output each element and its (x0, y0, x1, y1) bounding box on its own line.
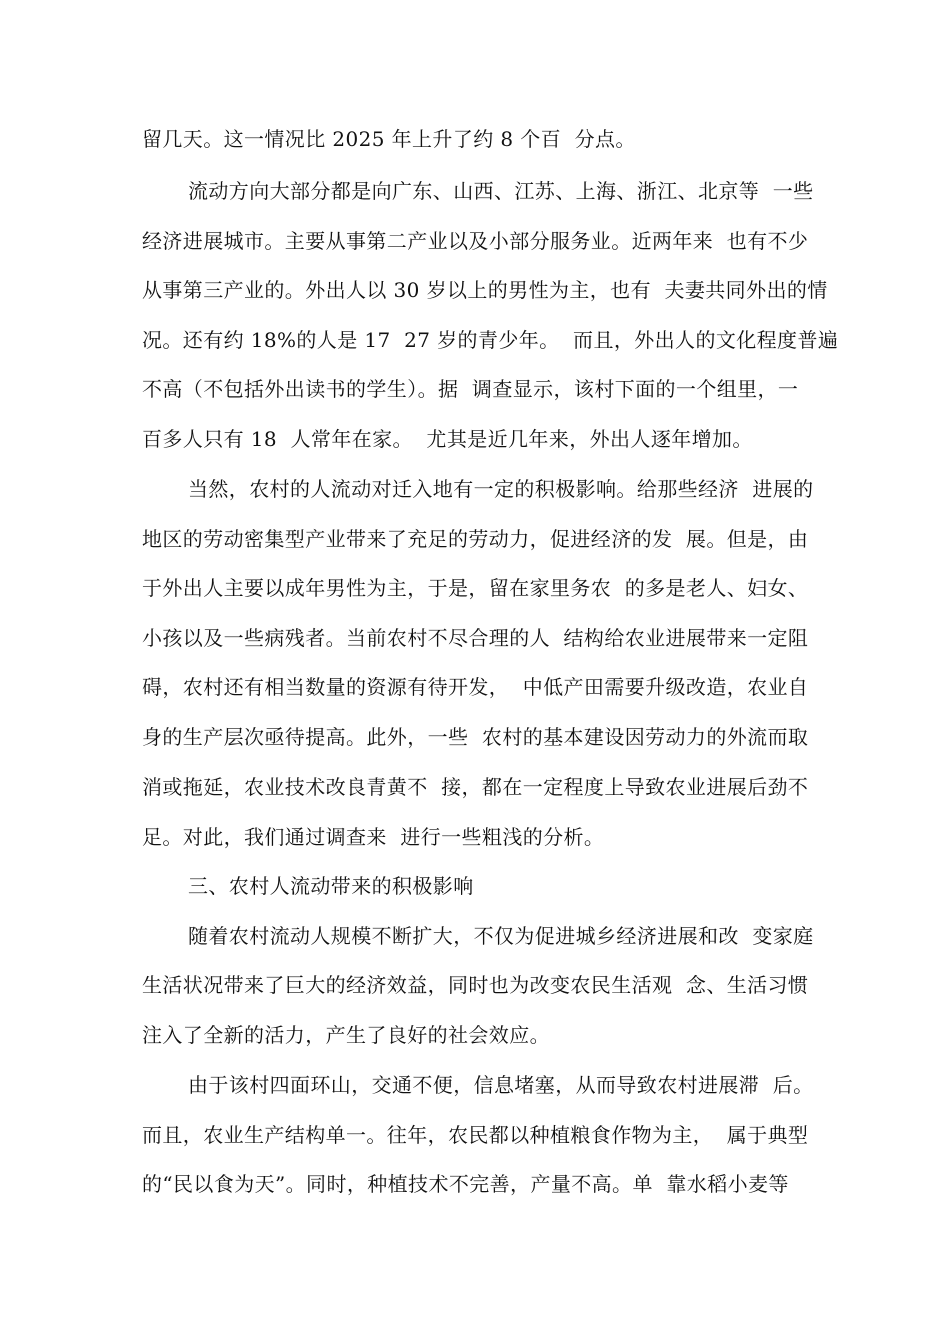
text-line: 不高（不包括外出读书的学生）。据 调查显示，该村下面的一个组里，一 (142, 377, 799, 401)
text-line: 消或拖延，农业技术改良青黄不 接，都在一定程度上导致农业进展后劲不 (142, 775, 809, 799)
text-line: 的“民以食为天”。同时，种植技术不完善，产量不高。单 靠水稻小麦等 (142, 1172, 789, 1196)
text-line: 留几天。这一情况比 2025 年上升了约 8 个百 分点。 (142, 127, 636, 151)
paragraph-first-line: 随着农村流动人规模不断扩大，不仅为促进城乡经济进展和改 变家庭 (188, 924, 814, 948)
text-line: 碍，农村还有相当数量的资源有待开发， 中低产田需要升级改造，农业自 (142, 675, 809, 699)
text-line: 经济进展城市。主要从事第二产业以及小部分服务业。近两年来 也有不少 (142, 229, 809, 253)
section-heading: 三、农村人流动带来的积极影响 (188, 874, 474, 898)
text-line: 注入了全新的活力，产生了良好的社会效应。 (142, 1023, 550, 1047)
text-line: 小孩以及一些病残者。当前农村不尽合理的人 结构给农业进展带来一定阻 (142, 626, 809, 650)
paragraph-first-line: 流动方向大部分都是向广东、山西、江苏、上海、浙江、北京等 一些 (188, 179, 814, 203)
text-line: 而且，农业生产结构单一。往年，农民都以种植粮食作物为主， 属于典型 (142, 1123, 809, 1147)
text-line: 从事第三产业的。外出人以 30 岁以上的男性为主，也有 夫妻共同外出的情 (142, 278, 828, 302)
paragraph-first-line: 当然，农村的人流动对迁入地有一定的积极影响。给那些经济 进展的 (188, 477, 814, 501)
text-line: 于外出人主要以成年男性为主，于是，留在家里务农 的多是老人、妇女、 (142, 576, 809, 600)
text-line: 足。对此，我们通过调查来 进行一些粗浅的分析。 (142, 825, 605, 849)
text-line: 身的生产层次亟待提高。此外，一些 农村的基本建设因劳动力的外流而取 (142, 725, 809, 749)
paragraph-first-line: 由于该村四面环山，交通不便，信息堵塞，从而导致农村进展滞 后。 (188, 1073, 814, 1097)
text-line: 生活状况带来了巨大的经济效益，同时也为改变农民生活观 念、生活习惯 (142, 973, 809, 997)
text-line: 百多人只有 18 人常年在家。 尤其是近几年来，外出人逐年增加。 (142, 427, 753, 451)
text-line: 地区的劳动密集型产业带来了充足的劳动力，促进经济的发 展。但是，由 (142, 527, 809, 551)
text-line: 况。还有约 18%的人是 17 27 岁的青少年。 而且，外出人的文化程度普遍 (142, 328, 839, 352)
